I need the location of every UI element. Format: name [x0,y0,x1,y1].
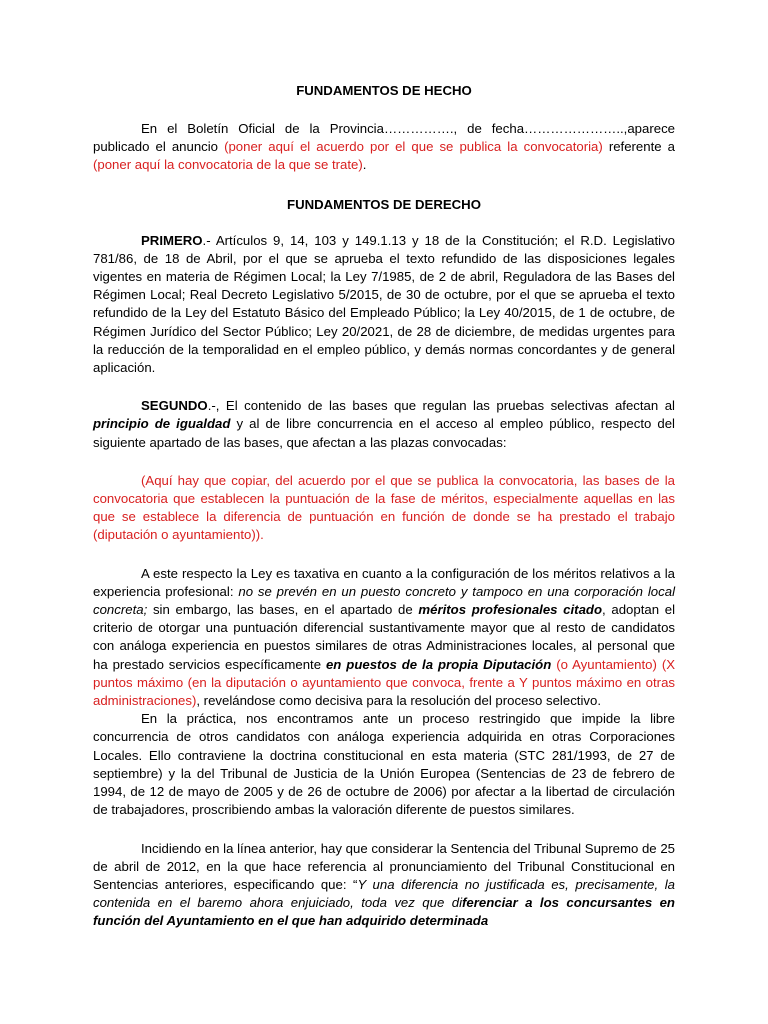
label-segundo: SEGUNDO [141,398,208,414]
principio-igualdad: principio de igualdad [93,416,231,432]
placeholder-acuerdo: (poner aquí el acuerdo por el que se publica la convocatoria) [224,139,603,155]
paragraph-nota-copiar: (Aquí hay que copiar, del acuerdo por el que se publica la convocatoria, las bases de la convocatoria que establecen la puntuación de la fase de méritos, especialmente aquellas en las que se establece la diferencia de puntuación en función de donde se ha prestado el trabajo (diputación o ayuntamiento)). [93,472,675,543]
text: .-, El contenido de las bases que regulan las pruebas selectivas afectan al [207,398,675,414]
paragraph-hecho [93,120,675,175]
heading-fundamentos-hecho: FUNDAMENTOS DE HECHO [296,83,472,98]
meritos-profesionales: méritos profesionales citado [418,602,603,618]
paragraph-practica: En la práctica, nos encontramos ante un proceso restringido que impide la libre concurrencia de otros candidatos con análoga experiencia adquirida en otras Corporaciones Locales. Ello contraviene la doctrina constitucional en esta materia (STC 281/1993, de 27 de septiembre) y la del Tribunal de Justicia de la Unión Europea (Sentencias de 23 de febrero de 1994, de 12 de mayo de 2005 y de 26 de octubre de 2006) por afectar a la libertad de circulación de trabajadores, proscribiendo ambas la valoración diferente de puestos similares. [93,711,675,818]
text: Incidiendo en la línea anterior, hay que considerar la Sentencia del Tribunal Supremo de 25 de abril de 2012, en la que hace referencia al pronunciamiento del Tribunal Constitucional en Sentencias anteriores, especificando que: “ [93,840,675,892]
placeholder-puntos: (o Ayuntamiento) (X puntos máximo (en la diputación o ayuntamiento que convoca, frente a Y puntos máximo en otras administraciones) [93,656,676,709]
text: sin embargo, las bases, en el apartado de [147,602,419,618]
label-primero: PRIMERO [141,232,203,248]
text: y al de libre concurrencia en el acceso al empleo público, respecto del siguiente apartado de las bases, que afectan a las plazas convocadas: [93,416,675,450]
paragraph-respecto [93,565,675,711]
text: .- Artículos 9, 14, 103 y 149.1.13 y 18 de la Constitución; el R.D. Legislativo 781/86, de 18 de Abril, por el que se aprueba el texto refundido de las disposiciones legales vigentes en materia de Régimen Local; la Ley 7/1985, de 2 de abril, Reguladora de las Bases del Régimen Local; Real Decreto Legislativo 5/2015, de 30 de octubre, por el que se aprueba el texto refundido de la Ley del Estatuto Básico del Empleado Público; la Ley 40/2015, de 1 de octubre, de Régimen Jurídico del Sector Público; Ley 20/2021, de 28 de diciembre, de medidas urgentes para la reducción de la temporalidad en el empleo público, y demás normas concordantes y de general aplicación. [93,232,675,376]
text: . [362,157,367,173]
paragraph-segundo [93,397,675,452]
text: En el Boletín Oficial de la Provincia……………., de fecha…………………..,aparece publicado el anuncio [93,121,675,155]
text: , revelándose como decisiva para la resolución del proceso selectivo. [196,693,601,709]
text: referente a [602,139,675,155]
paragraph-primero [93,232,675,378]
heading-fundamentos-derecho: FUNDAMENTOS DE DERECHO [287,196,481,212]
puestos-diputacion: en puestos de la propia Diputación [325,656,552,672]
italic-ley: no se prevén en un puesto concreto y tampoco en una corporación local concreta; [93,583,676,618]
paragraph-incidiendo [93,840,675,931]
placeholder-convocatoria: (poner aquí la convocatoria de la que se trate) [93,157,363,173]
text: , adoptan el criterio de otorgar una puntuación diferencial sustantivamente mayor que al resto de candidatos con análoga experiencia en puestos similares de otras Administraciones locales, al personal que ha prestado servicios específicamente [93,602,676,672]
italic-cita: Y una diferencia no justificada es, precisamente, la contenida en el baremo ahora enjuiciado, toda vez que di [93,876,675,911]
bold-cita: ferenciar a los concursantes en función del Ayuntamiento en el que han adquirido determinada [93,895,675,929]
text: A este respecto la Ley es taxativa en cuanto a la configuración de los méritos relativos a la experiencia profesional: [93,565,675,599]
